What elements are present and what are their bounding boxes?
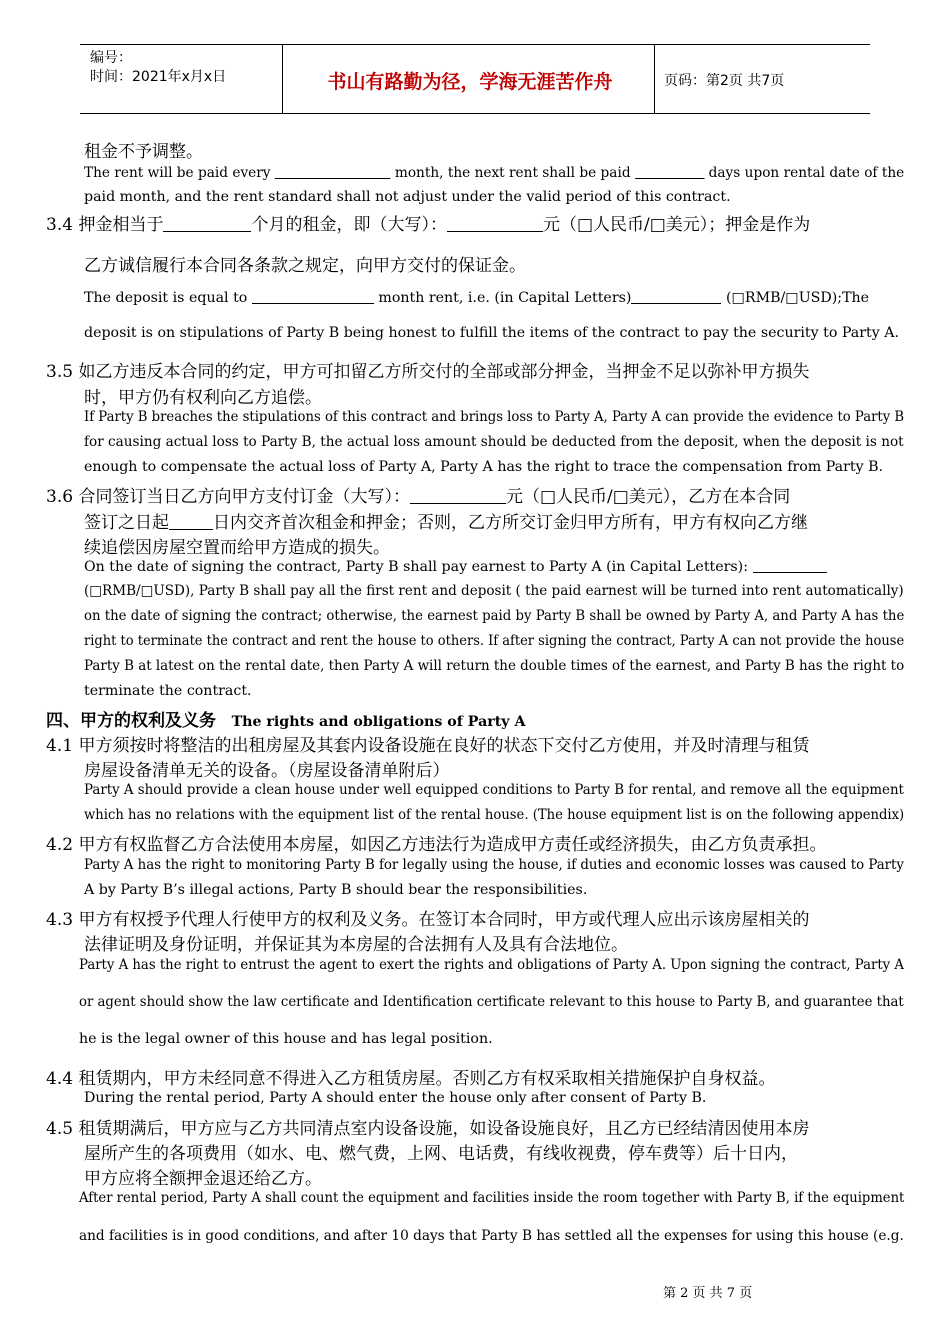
text-line: (□RMB/□USD), Party B shall pay all the first rent and deposit ( the paid earnest will be turned into rent automatically) [84, 583, 904, 599]
text-line: enough to compensate the actual loss of Party A, Party A has the right to trace the compensation from Party B. [84, 459, 884, 475]
clause-4-2: 4.2 甲方有权监督乙方合法使用本房屋，如因乙方违法行为造成甲方责任或经济损失，由乙方负责承担。 [46, 835, 827, 855]
text-line: for causing actual loss to Party B, the actual loss amount should be deducted from the deposit, when the deposit is not [84, 434, 904, 450]
text-line: 法律证明及身份证明，并保证其为本房屋的合法拥有人及具有合法地位。 [84, 935, 628, 955]
text-line: deposit is on stipulations of Party B being honest to fulfill the items of the contract to pay the security to Party A. [84, 325, 900, 341]
text-line: which has no relations with the equipment list of the rental house. (The house equipment list is on the following appendix) [84, 807, 905, 823]
blank-field [163, 214, 251, 232]
text-line: 屋所产生的各项费用（如水、电、燃气费，上网、电话费，有线收视费，停车费等）后十日内， [84, 1144, 798, 1164]
page-header [80, 44, 870, 114]
text-line: and facilities is in good conditions, and after 10 days that Party B has settled all the expenses for using this house (e.g. [79, 1228, 904, 1244]
clause-3-5: 3.5 如乙方违反本合同的约定，甲方可扣留乙方所交付的全部或部分押金，当押金不足以弥补甲方损失 [46, 362, 810, 382]
clause-3-4: 3.4 押金相当于 个月的租金，即（大写）： 元（□人民币/□美元）；押金是作为 [46, 215, 811, 235]
text-line: A by Party B’s illegal actions, Party B should bear the responsibilities. [84, 882, 588, 898]
text-line: The rent will be paid every month, the next rent shall be paid days upon rental date of the [84, 165, 905, 182]
header-divider [282, 44, 283, 114]
text-line: 租金不予调整。 [84, 142, 203, 162]
header-page-number: 页码：第2页 共7页 [664, 73, 785, 89]
text-line: he is the legal owner of this house and has legal position. [79, 1031, 493, 1047]
text-line: on the date of signing the contract; otherwise, the earnest paid by Party B shall be owned by Party A, and Party A has the [84, 608, 905, 624]
text-line: On the date of signing the contract, Party B shall pay earnest to Party A (in Capital Letters): [84, 558, 827, 575]
text-line: right to terminate the contract and rent the house to others. If after signing the contract, Party A can not provide the house [84, 633, 905, 649]
page-footer: 第 2 页 共 7 页 [663, 1286, 753, 1301]
blank-field [169, 512, 213, 530]
section-heading: 四、甲方的权利及义务 The rights and obligations of Party A [46, 711, 526, 731]
text-line: Party B at latest on the rental date, then Party A will return the double times of the earnest, and Party B has the right to [84, 658, 905, 674]
text-line: After rental period, Party A shall count the equipment and facilities inside the room together with Party B, if the equipment [79, 1190, 905, 1206]
text-line: 时，甲方仍有权利向乙方追偿。 [84, 388, 322, 408]
text-line: 签订之日起 日内交齐首次租金和押金；否则，乙方所交订金归甲方所有，甲方有权向乙方继 [84, 513, 808, 533]
header-top-rule [80, 44, 870, 45]
text-line: Party A has the right to monitoring Party B for legally using the house, if duties and economic losses was caused to Party [84, 857, 904, 873]
text-line: The deposit is equal to month rent, i.e. (in Capital Letters) (□RMB/□USD);The [84, 290, 870, 307]
text-line: 续追偿因房屋空置而给甲方造成的损失。 [84, 538, 390, 558]
blank-field [410, 486, 506, 504]
text-line: or agent should show the law certificate and Identification certificate relevant to this house to Party B, and guarantee that [79, 994, 904, 1010]
clause-4-1: 4.1 甲方须按时将整洁的出租房屋及其套内设备设施在良好的状态下交付乙方使用，并及时清理与租赁 [46, 736, 810, 756]
blank-field [252, 289, 374, 304]
text-line: During the rental period, Party A should enter the house only after consent of Party B. [84, 1090, 707, 1106]
clause-4-4: 4.4 租赁期内，甲方未经同意不得进入乙方租赁房屋。否则乙方有权采取相关措施保护自身权益。 [46, 1069, 776, 1089]
blank-field [753, 558, 827, 573]
text-line: If Party B breaches the stipulations of this contract and brings loss to Party A, Party A can provide the evidence to Party B [84, 409, 905, 425]
text-line: 房屋设备清单无关的设备。（房屋设备清单附后） [84, 761, 450, 781]
text-line: 乙方诚信履行本合同各条款之规定，向甲方交付的保证金。 [84, 256, 526, 276]
text-line: Party A has the right to entrust the agent to exert the rights and obligations of Party A. Upon signing the contract, Party A [79, 957, 904, 973]
document-number-label: 编号： [90, 50, 132, 66]
text-line: terminate the contract. [84, 683, 252, 699]
header-divider [654, 44, 655, 114]
document-time-label: 时间：2021年x月x日 [90, 69, 227, 85]
clause-3-6: 3.6 合同签订当日乙方向甲方支付订金（大写）： 元（□人民币/□美元），乙方在本合同 [46, 487, 791, 507]
blank-field [635, 164, 704, 179]
text-line: 甲方应将全额押金退还给乙方。 [84, 1169, 322, 1189]
text-line: paid month, and the rent standard shall not adjust under the valid period of this contract. [84, 189, 731, 205]
blank-field [631, 289, 721, 304]
header-meta [90, 49, 226, 87]
blank-field [447, 214, 543, 232]
clause-4-5: 4.5 租赁期满后，甲方应与乙方共同清点室内设备设施，如设备设施良好，且乙方已经结清因使用本房 [46, 1119, 810, 1139]
blank-field [275, 164, 391, 179]
header-motto: 书山有路勤为径，学海无涯苦作舟 [327, 71, 613, 93]
clause-4-3: 4.3 甲方有权授予代理人行使甲方的权利及义务。在签订本合同时，甲方或代理人应出示该房屋相关的 [46, 910, 810, 930]
text-line: Party A should provide a clean house under well equipped conditions to Party B for rental, and remove all the equipment [84, 782, 904, 798]
header-bottom-rule [80, 113, 870, 114]
